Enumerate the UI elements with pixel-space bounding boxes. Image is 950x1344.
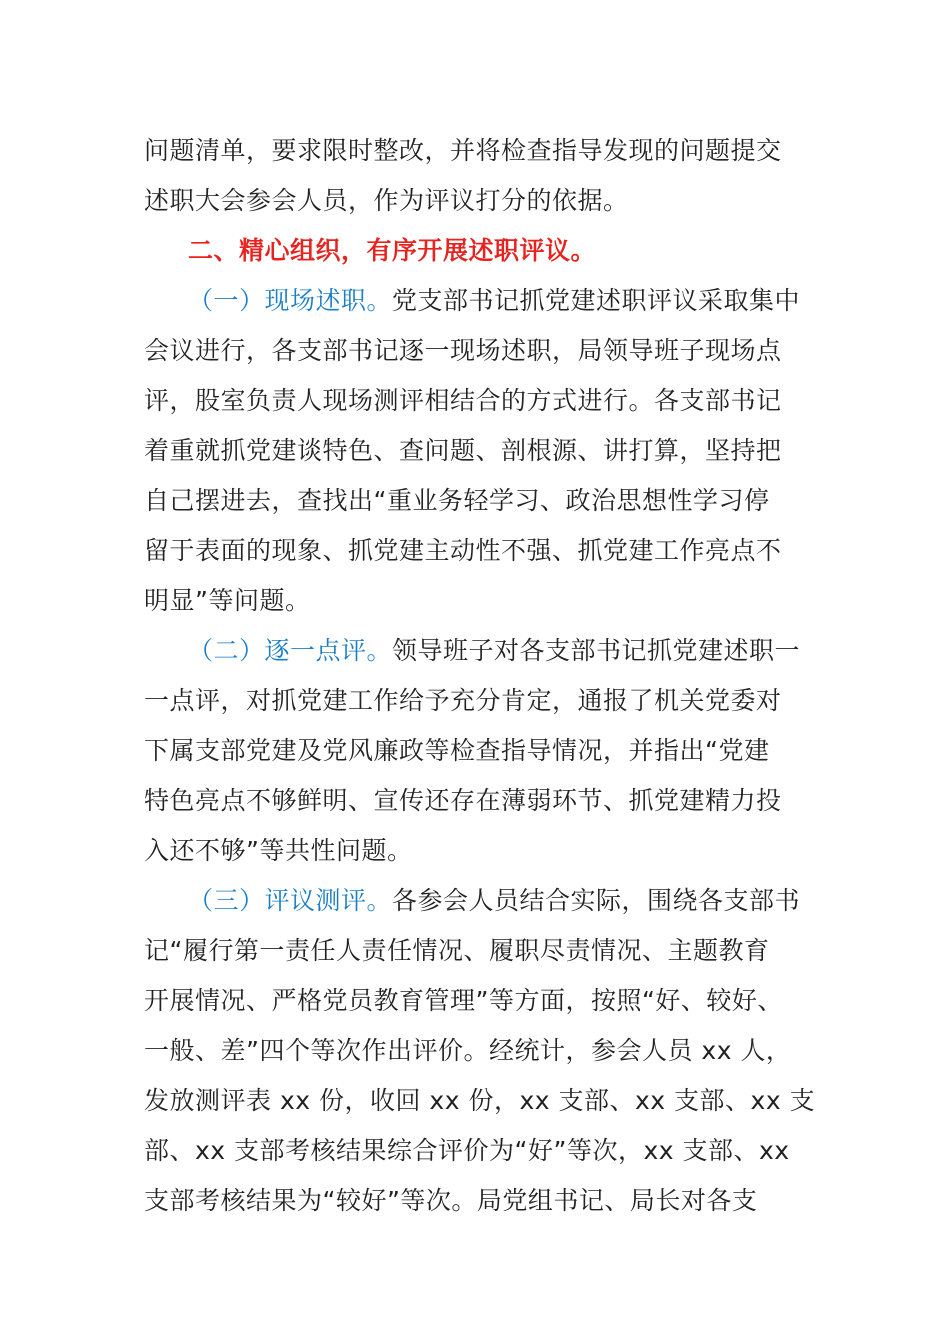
subsection-first-line: [144, 876, 816, 926]
text-line: 支部考核结果为“较好”等次。局党组书记、局长对各支: [144, 1186, 758, 1215]
subsection-lead: （一）现场述职。: [188, 286, 393, 315]
text-line: 记“履行第一责任人责任情况、履职尽责情况、主题教育: [144, 936, 770, 965]
text-line: 一点评，对抓党建工作给予充分肯定，通报了机关党委对: [144, 686, 782, 715]
text-line: 下属支部党建及党风廉政等检查指导情况，并指出“党建: [144, 736, 770, 765]
text-line: 会议进行，各支部书记逐一现场述职，局领导班子现场点: [144, 336, 782, 365]
text-line: 开展情况、严格党员教育管理”等方面，按照“好、较好、: [144, 986, 783, 1015]
text-line: 述职大会参会人员，作为评议打分的依据。: [144, 186, 629, 215]
subsection-first-line-text: 各参会人员结合实际，围绕各支部书: [392, 886, 801, 915]
subsection-lead: （二）逐一点评。: [188, 636, 393, 665]
text-line: 着重就抓党建谈特色、查问题、剖根源、讲打算，坚持把: [144, 436, 782, 465]
subsection-first-line-text: 党支部书记抓党建述职评议采取集中: [392, 286, 801, 315]
text-line: 入还不够”等共性问题。: [144, 836, 413, 865]
text-line: 问题清单，要求限时整改，并将检查指导发现的问题提交: [144, 136, 782, 165]
subsection-first-line-text: 领导班子对各支部书记抓党建述职一: [392, 636, 801, 665]
text-line: 一般、差”四个等次作出评价。经统计，参会人员 xx 人，: [144, 1036, 792, 1065]
subsection-first-line: [144, 626, 816, 676]
text-line: 自己摆进去，查找出“重业务轻学习、政治思想性学习停: [144, 486, 770, 515]
document-body: [144, 126, 816, 1226]
text-line: 评，股室负责人现场测评相结合的方式进行。各支部书记: [144, 386, 782, 415]
subsection-lead: （三）评议测评。: [188, 886, 393, 915]
text-line: 部、xx 支部考核结果综合评价为“好”等次，xx 支部、xx: [144, 1136, 790, 1165]
subsection-first-line: [144, 276, 816, 326]
section-heading: 二、精心组织，有序开展述职评议。: [188, 236, 597, 265]
text-line: 特色亮点不够鲜明、宣传还存在薄弱环节、抓党建精力投: [144, 786, 782, 815]
text-line: 留于表面的现象、抓党建主动性不强、抓党建工作亮点不: [144, 536, 782, 565]
text-line: 明显”等问题。: [144, 586, 311, 615]
text-line: 发放测评表 xx 份，收回 xx 份，xx 支部、xx 支部、xx 支: [144, 1086, 816, 1115]
